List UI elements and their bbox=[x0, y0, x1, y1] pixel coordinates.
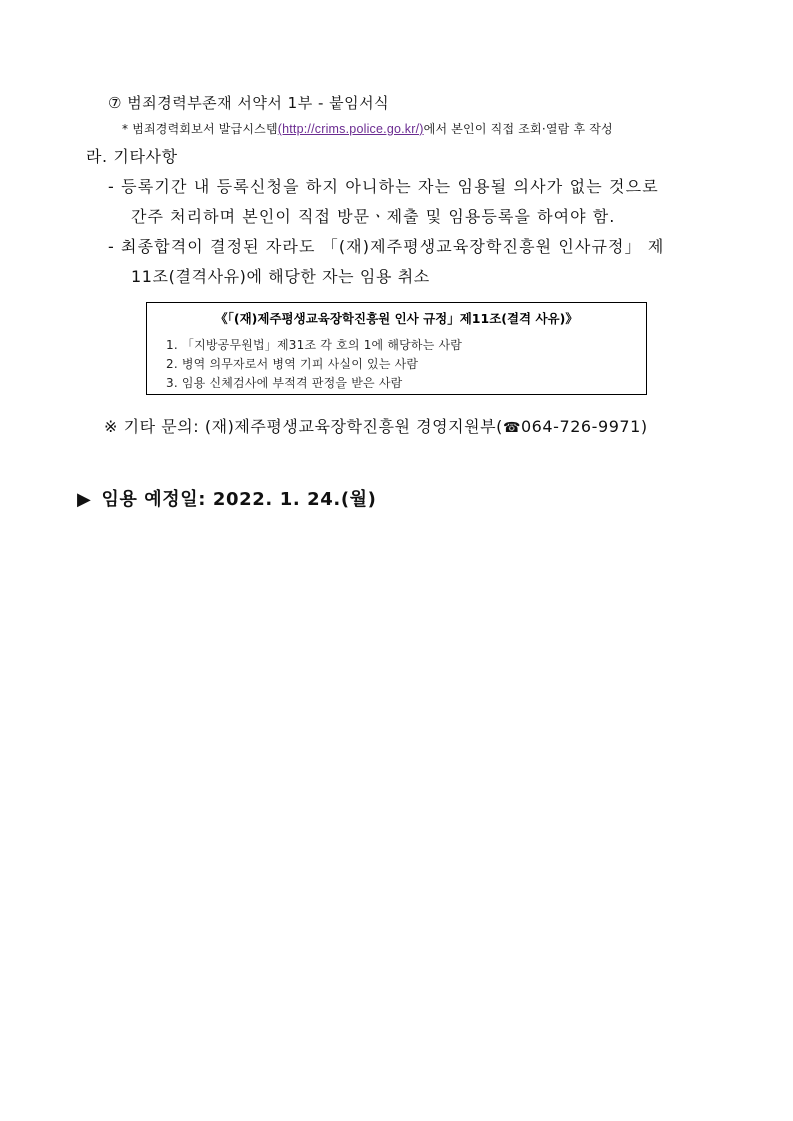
inquiry-phone: 064-726-9971) bbox=[520, 417, 648, 436]
item-7-text: 범죄경력부존재 서약서 1부 - 붙임서식 bbox=[127, 94, 390, 112]
triangle-right-icon: ▶ bbox=[77, 489, 92, 510]
disqualification-box bbox=[146, 302, 647, 395]
crims-note-prefix: * 범죄경력회보서 발급시스템 bbox=[122, 122, 278, 136]
inquiry-line bbox=[104, 414, 648, 437]
bullet-registration-line2: 간주 처리하며 본인이 직접 방문ㆍ제출 및 임용등록을 하여야 함. bbox=[131, 207, 616, 226]
crims-link[interactable]: (http://crims.police.go.kr/) bbox=[277, 122, 424, 136]
disqualification-box-title: 《「(재)제주평생교육장학진흥원 인사 규정」제11조(결격 사유)》 bbox=[215, 311, 578, 326]
crims-note-suffix: 에서 본인이 직접 조회·열람 후 작성 bbox=[423, 122, 613, 136]
bullet-disqualification-line2: 11조(결격사유)에 해당한 자는 임용 취소 bbox=[131, 267, 430, 286]
disqualification-item-1: 1. 「지방공무원법」제31조 각 호의 1에 해당하는 사람 bbox=[166, 338, 463, 352]
disqualification-item-3: 3. 임용 신체검사에 부적격 판정을 받은 사람 bbox=[166, 376, 403, 390]
item-7-line bbox=[108, 92, 389, 113]
bullet-disqualification-line1: - 최종합격이 결정된 자라도 「(재)제주평생교육장학진흥원 인사규정」 제 bbox=[108, 237, 665, 256]
crims-note bbox=[122, 120, 613, 137]
phone-icon: ☎ bbox=[502, 420, 521, 436]
appointment-date-text: 임용 예정일: 2022. 1. 24.(월) bbox=[101, 489, 377, 510]
circled-number-7: ⑦ bbox=[108, 94, 122, 112]
bullet-registration-line1: - 등록기간 내 등록신청을 하지 아니하는 자는 임용될 의사가 없는 것으로 bbox=[108, 177, 659, 196]
disqualification-item-2: 2. 병역 의무자로서 병역 기피 사실이 있는 사람 bbox=[166, 357, 419, 371]
appointment-date-line bbox=[77, 485, 376, 511]
section-ra-heading: 라. 기타사항 bbox=[86, 147, 178, 166]
inquiry-prefix: ※ 기타 문의: (재)제주평생교육장학진흥원 경영지원부( bbox=[104, 417, 503, 436]
